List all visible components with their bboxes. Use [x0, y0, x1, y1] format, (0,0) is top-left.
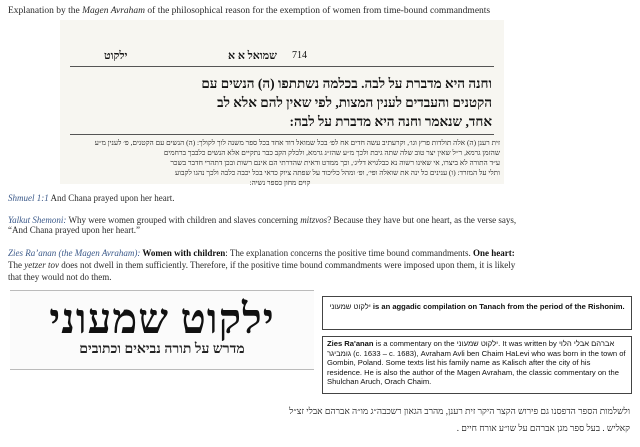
yalkut-logo-subtitle: מדרש על תורה נביאים וכתובים	[79, 342, 245, 357]
commentary-line: זית רענן (ה) אלה תולדות פרץ וגו׳, וקרעתיב עשה חדים אח לפ׳ בכל שמואל דוד אחד בכל ספר משנה לוך לקולך: (ה) הנשים עם הקטנים, פ׳ לענין מ״ע	[94, 138, 500, 147]
yalkut-title-scan	[10, 290, 314, 370]
yalkut-logo-title: ילקוט שמעוני	[49, 297, 275, 343]
midrash-line: הקטנים והעבדים לענין המצות, לפי שאין להם אלא לב	[217, 95, 492, 110]
commentary-line: ותלי על המזרד: (ו) ענינים כל ינה את שואלה ופי׳, ופ׳ ומהל כליכוד על שפתה ציוק כדאי בכל יכבה כלבה ולכך נהגו לקבוע	[175, 168, 500, 177]
caption-zies-raanan: Zies Ra’anan (the Magen Avraham): Women with children: The explanation concerns the positive time bound commandments. One heart: The yetzer tov does not dwell in them sufficiently. Therefore, if the positive time bound commandments were imposed upon them, it is likely that they would not do them.	[8, 248, 516, 282]
commentary-line: קוים מחון כספר נשיה:	[249, 178, 311, 187]
commentary-line: ע״ד התורה לא ביצרו, אי שאינו רשוה נא כבלגויא דליג׳, וכך ממדט ודאית שהדרתי הם אינם רשות ובכן דתהרי חדבר בשכר	[170, 158, 500, 167]
divider	[70, 66, 494, 67]
info-box-zies-raanan: Zies Ra'anan is a commentary on the ילקוט שמעוני. It was written by אברהם אבלי הלוי גומביגר (c. 1633 – c. 1683), Avraham Avli ben Chaim HaLevi who was born in the town of Gombin, Poland. Some texts list his family name as Kalisch after the city of his residence. He is also the author of the Magen Avraham, the classic commentary on the Shulchan Aruch, Orach Chaim.	[322, 336, 632, 394]
midrash-line: וחנה היא מדברת על לבה. בכלמה נשתתפו (ה) הנשים עם	[201, 76, 492, 91]
caption-shmuel: Shmuel 1:1 And Chana prayed upon her heart.	[8, 193, 175, 203]
divider	[70, 134, 494, 135]
midrash-line: אחד, שנאמר וחנה היא מדברת על לבה:	[289, 114, 492, 129]
commentary-line: שהזמן גרמא, ר״ל שאין יצר טוב שלה שתה גיבת ולכך מ״ע שהז״ג גרמא, ולכלק הקב כבר נתקיים אלא הנשים כלבבך ברחמים	[163, 148, 500, 157]
scan-section-label: שמואל א א	[228, 50, 277, 62]
scan-page-number: 714	[292, 50, 307, 61]
info-box-yalkut: ילקוט שמעוני is an aggadic compilation on Tanach from the period of the Rishonim.	[322, 296, 632, 330]
bottom-scan-line: ולשלמות הספר הדפסנו גם פירוש הקצר היקר זית רענן, מהרב הגאון רשכבה״ג מו״ה אברהם אבלי זצ״ל	[289, 406, 630, 416]
page-title: Explanation by the Magen Avraham of the philosophical reason for the exemption of women from time-bound commandments	[8, 6, 491, 16]
bottom-scan-line: קאליש . בעל ספר מגן אברהם על שו״ע אורח חיים .	[456, 423, 630, 433]
scan-book-label: ילקוט	[104, 50, 128, 62]
caption-yalkut: Yalkut Shemoni: Why were women grouped with children and slaves concerning mitzvos? Because they have but one heart, as the verse says, “And Chana prayed upon her heart.”	[8, 215, 517, 235]
scanned-yalkut-page	[60, 20, 504, 187]
